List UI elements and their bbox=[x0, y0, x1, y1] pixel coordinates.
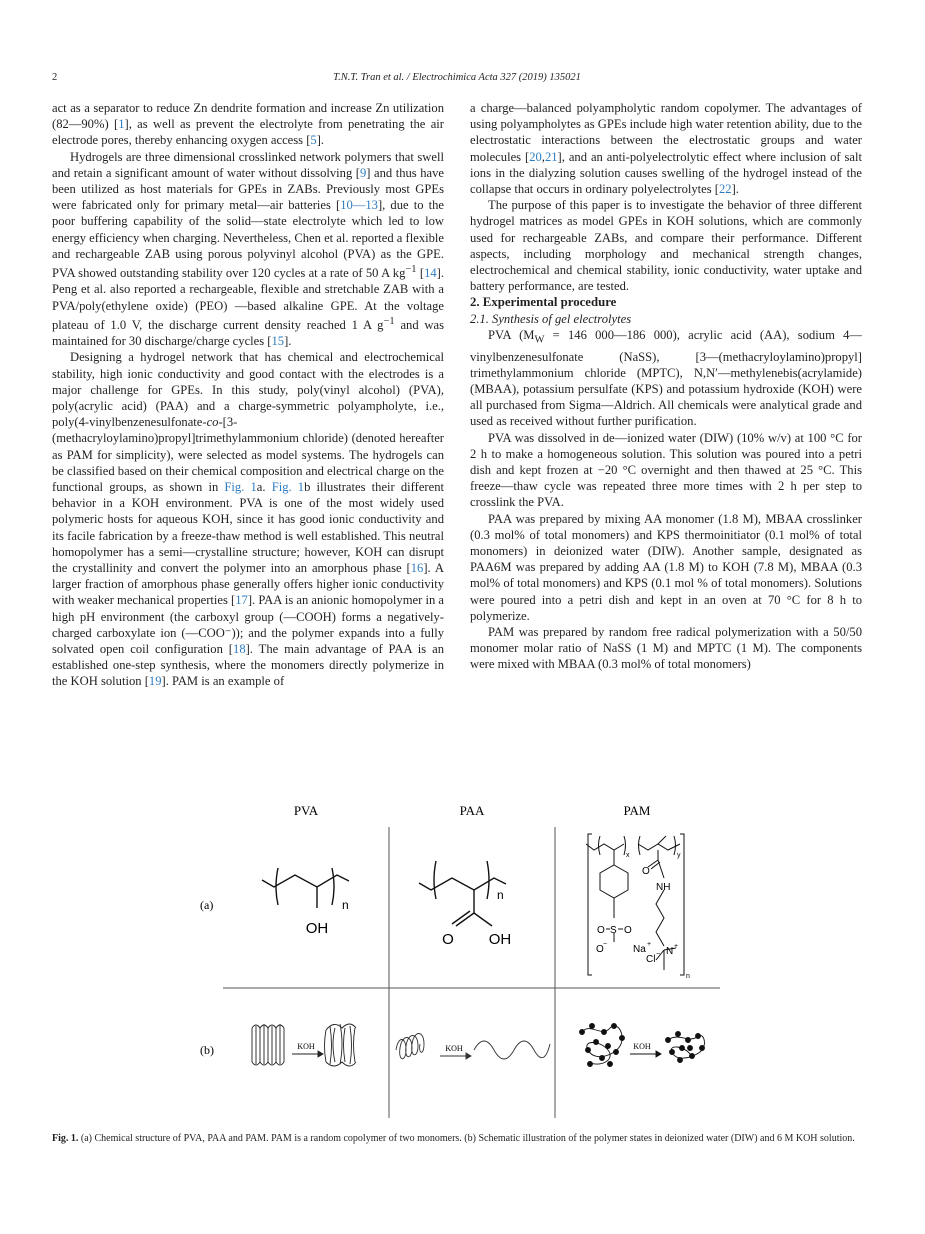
paragraph: PAA was prepared by mixing AA monomer (1.8 M), MBAA crosslinker (0.3 mol% of total monomers) and KPS thermoinitiator (0.1 mol% of total monomers) in deionized water (DIW). Another sample, designated as PAA6M was prepared by adding AA (1.8 M) to KOH (7.8 M), MBAA (0.3 mol% of total monomers) and KPS (0.1 mol % of total monomers). Solutions were poured into a petri dish and kept in an oven at 70 °C for 8 h to polymerize. bbox=[470, 511, 862, 623]
paragraph: Designing a hydrogel network that has chemical and electrochemical stability, high ionic conductivity and good contact with the electrodes is a major challenge for GPEs. In this study, poly(vinyl alcohol) (PVA), poly(acrylic acid) (PAA) and a charge-symmetric polyampholyte, i.e., poly(4-vinylbenzenesulfonate-co-[3-(methacryloylamino)propyl]trimethylammonium chloride) (denoted hereafter as PAM for simplicity), were selected as model systems. The hydrogels can be classified based on their chemical composition and electrical charge on the functional groups, as shown in Fig. 1a. Fig. 1b illustrates their different behavior in a KOH environment. PVA is one of the most widely used polymeric hosts for aqueous KOH, since it has good ionic conductivity and its facile fabrication by a freeze-thaw method is well established. This neutral homopolymer has a semi—crystalline structure; however, KOH can disrupt the crystallinity and convert the polymer into an amorphous phase [16]. A larger fraction of amorphous phase generally offers higher ionic conductivity with weaker mechanical properties [17]. PAA is an anionic homopolymer in a high pH environment (the carboxyl group (—COOH) forms a negatively-charged carboxylate ion (—COO⁻)); and the polymer expands into a fully solvated open coil configuration [18]. The main advantage of PAA is an established one-step synthesis, where the monomers directly polymerize in the KOH solution [19]. PAM is an example of bbox=[52, 350, 445, 689]
pam-n-label: N bbox=[666, 946, 674, 957]
paragraph: The purpose of this paper is to investigate the behavior of three different hydrogel matrices as model GPEs in KOH solutions, which are commonly used for rechargeable ZABs, and compare their performance. Different aspects, including morphology and mechanical strength changes, electrochemical and chemical stability, ionic conductivity, water uptake and battery performance, are tested. bbox=[470, 198, 862, 294]
paragraph: PVA was dissolved in de—ionized water (DIW) (10% w/v) at 100 °C for 2 h to make a homogeneous solution. This solution was poured into a petri dish and kept frozen at −20 °C overnight and then thawed at 25 °C. This freeze—thaw cycle was repeated three more times with 2 h per step to crosslink the PVA. bbox=[470, 430, 862, 510]
section-heading: 2. Experimental procedure bbox=[470, 295, 617, 310]
paa-o-label: O bbox=[442, 931, 454, 948]
column-header-pva: PVA bbox=[293, 803, 319, 818]
svg-text:−: − bbox=[656, 951, 661, 958]
left-column bbox=[52, 100, 444, 690]
paragraph: PAM was prepared by random free radical polymerization with a 50/50 monomer molar ratio of NaSS (1 M) and MPTC (1 M). The components were mixed with MBAA (0.3 mol% of total monomers) bbox=[470, 625, 862, 672]
paa-structure bbox=[419, 861, 506, 926]
reference-link[interactable]: 1 bbox=[118, 117, 125, 132]
row-label-a: (a) bbox=[200, 898, 214, 912]
pva-structure bbox=[262, 868, 349, 908]
reference-link[interactable]: 18 bbox=[233, 642, 246, 657]
row-label-b: (b) bbox=[200, 1043, 214, 1057]
paragraph: a charge—balanced polyampholytic random copolymer. The advantages of using polyampholytes as GPEs include high water retention ability, due to the electrostatic interactions between the electrostatic groups and water molecules [20,21], and an anti-polyelectrolytic effect where inclusion of salt ions in the dialyzing solution causes swelling of the hydrogel instead of the collapse that occurs in ordinary polyelectrolytes [22]. bbox=[470, 101, 862, 197]
pam-subscript-y: y bbox=[677, 852, 681, 859]
pam-o-minus: O bbox=[596, 944, 604, 955]
pam-subscript-n: n bbox=[686, 973, 690, 980]
reference-link[interactable]: 19 bbox=[148, 674, 162, 689]
reference-link[interactable]: 15 bbox=[271, 334, 285, 349]
pam-arrow-label: KOH bbox=[633, 1042, 651, 1051]
reference-link[interactable]: 10—13 bbox=[340, 198, 378, 213]
reference-link[interactable]: 14 bbox=[424, 266, 437, 281]
reference-link[interactable]: 21 bbox=[544, 149, 558, 164]
pam-sulfonate-s: S bbox=[610, 925, 617, 936]
figure-1-graphic bbox=[190, 800, 730, 1120]
svg-text:−: − bbox=[603, 941, 608, 948]
pva-subscript-n: n bbox=[342, 898, 349, 912]
column-header-pam: PAM bbox=[623, 803, 651, 818]
paragraph: Hydrogels are three dimensional crosslinked network polymers that swell and retain a significant amount of water without dissolving [9] and thus have been utilized as host materials for GPEs in ZABs. Previously most GPEs were fabricated only for primary metal—air batteries [10—13], due to the poor buffering capability of the solid—state electrolyte which led to low energy efficiency when charging. Nevertheless, Chen et al. reported a flexible and rechargeable ZAB using porous polyvinyl alcohol (PVA) as the GPE. PVA showed outstanding stability over 120 cycles at a rate of 50 A $kg^{-1}$ [14]. Peng et al. also reported a rechargeable, flexible and stretchable ZAB with a PVA/poly(ethylene oxide) (PEO) —based alkaline GPE. At the voltage plateau of 1.0 V, the discharge current density reached 1 A $g^{-1}$ and was maintained for 30 discharge/charge cycles [15]. bbox=[52, 149, 445, 349]
right-column bbox=[470, 100, 862, 673]
reference-link[interactable]: 16 bbox=[410, 561, 424, 576]
figure-1 bbox=[190, 800, 730, 1120]
svg-text:+: + bbox=[674, 943, 679, 950]
running-title: T.N.T. Tran et al. / Electrochimica Acta 327 (2019) 135021 bbox=[333, 72, 581, 83]
paa-schematic bbox=[396, 1034, 550, 1060]
paa-subscript-n: n bbox=[497, 888, 504, 902]
paragraph: act as a separator to reduce Zn dendrite formation and increase Zn utilization (82—90%) [1], as well as prevent the electrolyte from penetrating the air electrode pores, thereby enhancing oxygen access [5]. bbox=[52, 101, 444, 148]
pva-arrow-label: KOH bbox=[297, 1042, 315, 1051]
paa-arrow-label: KOH bbox=[445, 1044, 463, 1053]
caption-text: (a) Chemical structure of PVA, PAA and PAM. PAM is a random copolymer of two monomers. (b) Schematic illustration of the polymer states in deionized water (DIW) and 6 M KOH solution. bbox=[78, 1133, 855, 1144]
reference-link[interactable]: 17 bbox=[235, 593, 248, 608]
figure-link[interactable]: Fig. 1 bbox=[271, 480, 305, 495]
reference-link[interactable]: 22 bbox=[719, 182, 732, 197]
pam-cl-label: Cl bbox=[646, 954, 656, 965]
page-number: 2 bbox=[52, 72, 58, 83]
pva-oh-label: OH bbox=[305, 920, 329, 937]
pam-carbonyl-o: O bbox=[642, 866, 650, 877]
column-header-paa: PAA bbox=[459, 803, 485, 818]
reference-link[interactable]: 9 bbox=[359, 165, 367, 180]
paa-oh-label: OH bbox=[488, 931, 512, 948]
pam-sulfonate-o2: O bbox=[624, 925, 632, 936]
pam-na-label: Na bbox=[633, 944, 646, 955]
reference-link[interactable]: 20 bbox=[529, 149, 542, 164]
caption-label: Fig. 1. bbox=[52, 1133, 79, 1144]
subsection-heading: 2.1. Synthesis of gel electrolytes bbox=[470, 311, 632, 326]
pam-sulfonate-o1: O bbox=[597, 925, 605, 936]
paragraph: PVA ($M_W = 146$ 000—186 000), acrylic acid (AA), sodium 4—vinylbenzenesulfonate (NaSS), [3—(methacryloylamino)propyl] trimethylammonium chloride (MPTC), N,N′—methylenebis(acrylamide) (MBAA), potassium persulfate (KPS) and potassium hydroxide (KOH) were all purchased from Sigma—Aldrich. All chemicals were analytical grade and used as received without further purification. bbox=[470, 327, 862, 429]
figure-caption bbox=[52, 1132, 862, 1145]
svg-text:+: + bbox=[647, 941, 652, 948]
page-header bbox=[52, 72, 862, 88]
figure-link[interactable]: Fig. 1 bbox=[224, 480, 257, 495]
pam-subscript-x: x bbox=[626, 852, 630, 859]
pam-nh-label: NH bbox=[656, 882, 671, 893]
reference-link[interactable]: 5 bbox=[310, 133, 317, 148]
